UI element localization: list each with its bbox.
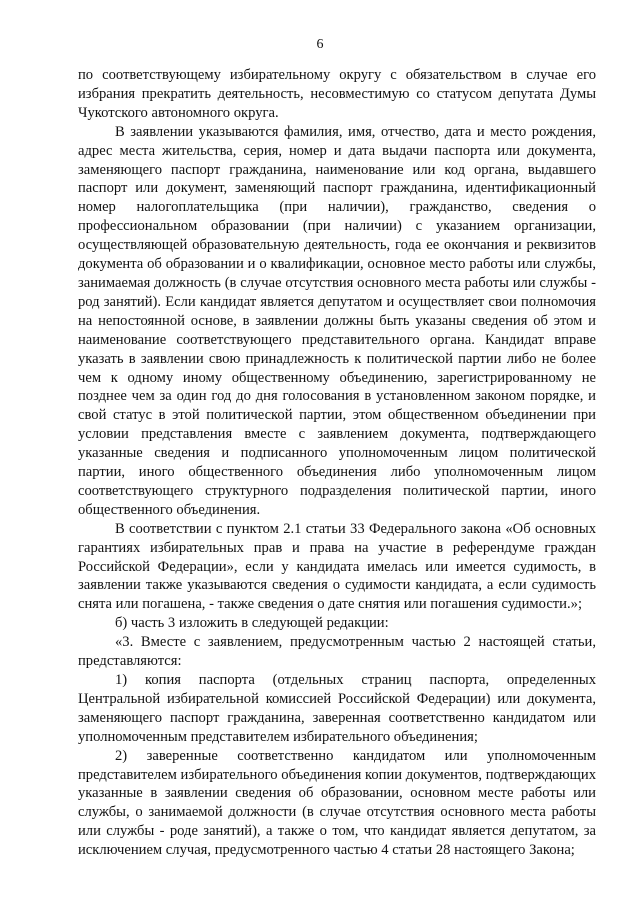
paragraph-documents-intro: «3. Вместе с заявлением, предусмотренным частью 2 настоящей статьи, представляются: xyxy=(78,634,596,670)
page-number: 6 xyxy=(316,37,324,52)
paragraph-continuation: по соответствующему избирательному округу с обязательством в случае его избрания прекратить деятельность, несовместимую со статусом депутата Думы Чукотского автономного округа. xyxy=(78,67,596,121)
paragraph-item-2: 2) заверенные соответственно кандидатом или уполномоченным представителем избирательного объединения копии документов, подтверждающих указанные в заявлении сведения об образовании, основном месте работы или службы, о занимаемой должности (в случае отсутствия основного места работы или службы - роде занятий), а также о том, что кандидат является депутатом, за исключением случая, предусмотренного частью 4 статьи 28 настоящего Закона; xyxy=(78,747,596,859)
paragraph-amendment-part-3: б) часть 3 изложить в следующей редакции: xyxy=(115,615,389,632)
paragraph-application-contents: В заявлении указываются фамилия, имя, отчество, дата и место рождения, адрес места жительства, серия, номер и дата выдачи паспорта или документа, заменяющего паспорт гражданина, наименование или код органа, выдавшего паспорт или документ, заменяющий паспорт гражданина, идентификационный номер налогоплательщика (при наличии), гражданство, сведения о профессиональном образовании (при наличии) с указанием организации, осуществляющей образовательную деятельность, года ее окончания и реквизитов документа об образовании и о квалификации, основное место работы или службы, занимаемая должность (в случае отсутствия основного места работы или службы - род занятий). Если кандидат является депутатом и осуществляет свои полномочия на непостоянной основе, в заявлении должны быть указаны сведения об этом и наименование соответствующего представительного органа. Кандидат вправе указать в заявлении свою принадлежность к политической партии либо не более чем к одному иному общественному объединению, зарегистрированному не позднее чем за один год до дня голосования в установленном законом порядке, и свой статус в этой политической партии, этом общественном объединении при условии представления вместе с заявлением документа, подтверждающего указанные сведения и подписанного уполномоченным лицом политической партии, иного общественного объединения либо уполномоченным лицом соответствующего структурного подразделения политической партии, иного общественного объединения. xyxy=(78,123,596,518)
paragraph-item-1: 1) копия паспорта (отдельных страниц паспорта, определенных Центральной избирательной комиссией Российской Федерации) или документа, заменяющего паспорт гражданина, заверенная соответственно кандидатом или уполномоченным представителем избирательного объединения; xyxy=(78,672,596,745)
document-body xyxy=(78,66,596,860)
paragraph-criminal-record: В соответствии с пунктом 2.1 статьи 33 Федерального закона «Об основных гарантиях избирательных прав и права на участие в референдуме граждан Российской Федерации», если у кандидата имелась или имеется судимость, в заявлении также указываются сведения о судимости кандидата, а если судимость снята или погашена, - также сведения о дате снятия или погашения судимости.»; xyxy=(78,520,596,613)
